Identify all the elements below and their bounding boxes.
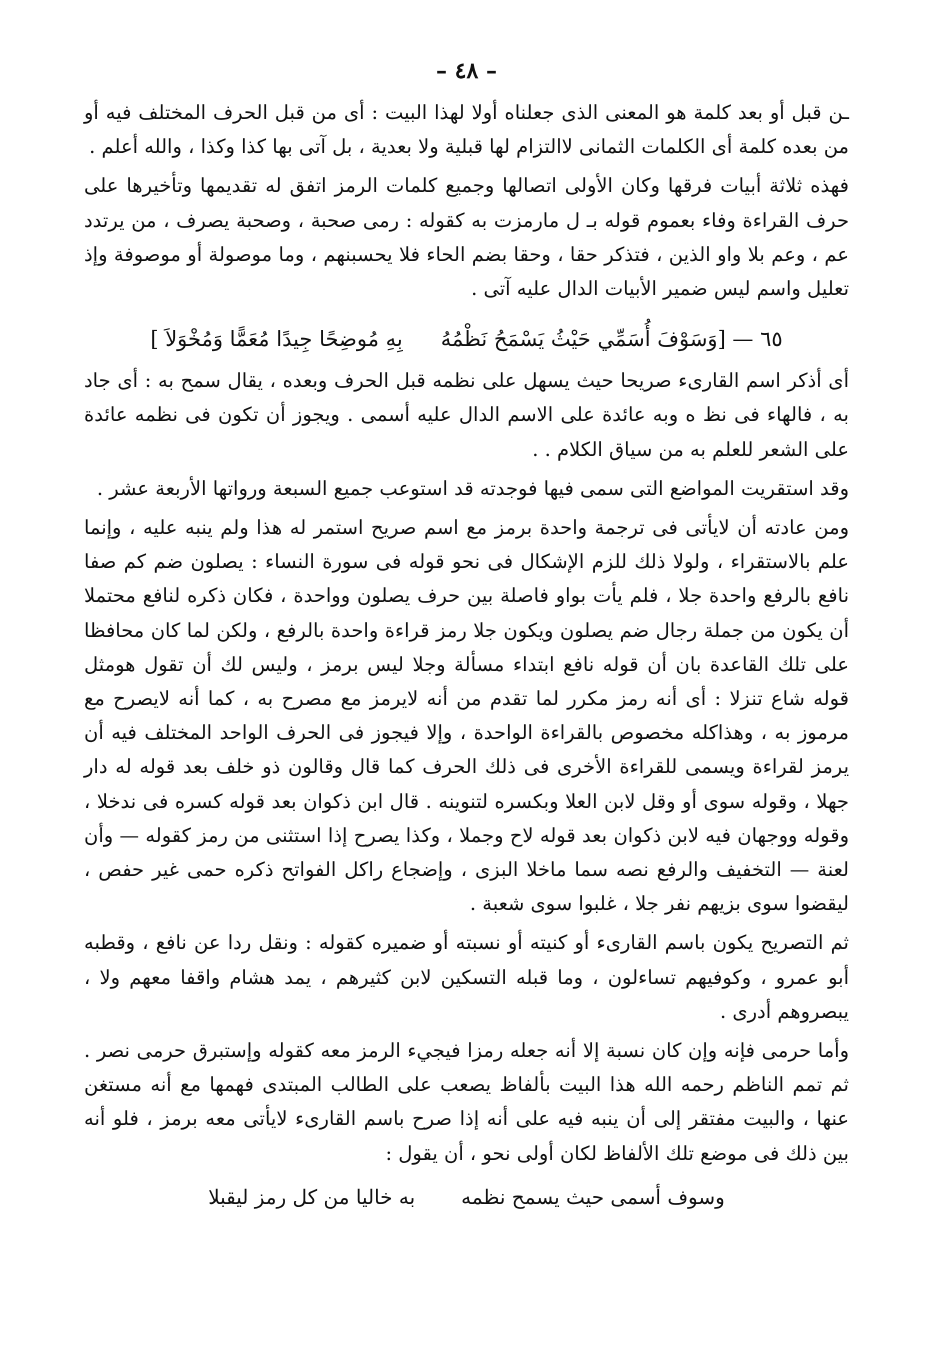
verse-first-half: ٦٥ — [وَسَوْفَ أُسَمِّي حَيْثُ يَسْمَحُ نَظْمُهُ [440, 327, 783, 352]
final-verse [84, 1177, 849, 1217]
verse-65 [84, 316, 849, 362]
paragraph: وقد استقريت المواضع التى سمى فيها فوجدته قد استوعب جميع السبعة ورواتها الأربعة عشر . [96, 476, 849, 500]
verse-second-half: به خاليا من كل رمز ليقبلا [208, 1184, 416, 1209]
verse-second-half: بِهِ مُوضِحًا جِيدًا مُعَمًّا وَمُخْوَلاَ ] [150, 327, 403, 352]
page-number: – ٤٨ – [436, 58, 497, 84]
paragraph: وأما حرمى فإنه وإن كان نسبة إلا أنه جعله رمزا فيجيء الرمز معه كقوله وإستبرق حرمى نصر . ثم تمم الناظم رحمه الله هذا البيت بألفاظ يصعب على الطالب المبتدى فهمها مع أنه مستغن عنها ، والبيت مفتقر إلى أن ينبه فيه على أنه إذا صرح باسم القارىء لايأتى معه برمز ، فلو أنه بين ذلك فى موضع تلك الألفاظ لكان أولى نحو ، أن يقول : [84, 1039, 849, 1165]
page-content [84, 96, 849, 1217]
paragraph: أى أذكر اسم القارىء صريحا حيث يسهل على نظمه قبل الحرف وبعده ، يقال سمح به : أى جاد به ، فالهاء فى نظ ه وبه عائدة على الاسم الدال عليه أسمى . ويجوز أن تكون فى نظمه عائدة على الشعر للعلم به من سياق الكلام . . [84, 369, 849, 461]
paragraph: فهذه ثلاثة أبيات فرقها وكان الأولى اتصالها وجميع كلمات الرمز اتفق له تقديمها وتأخيرها على حرف القراءة وفاء بعموم قوله بـ ل مارمزت به كقوله : رمى صحبة ، وصحبة يصرف ، من يرتدد عم ، وعم بلا واو الذين ، فتذكر حقا ، وحقا بضم الحاء فلا يحسبنهم ، وما موصولة أو موصوفة وإذ تعليل واسم ليس ضمير الأبيات الدال عليه آتى . [84, 174, 849, 301]
paragraph: ـن قبل أو بعد كلمة هو المعنى الذى جعلناه أولا لهذا البيت : أى من قبل الحرف المختلف فيه أو من بعده كلمة أى الكلمات الثمانى لاالتزام لها قبلية ولا بعدية ، بل آتى بها كذا وكذا ، والله أعلم . [84, 101, 849, 159]
verse-first-half: وسوف أسمى حيث يسمح نظمه [461, 1184, 725, 1209]
paragraph: ومن عادته أن لايأتى فى ترجمة واحدة برمز مع اسم صريح استمر له هذا ولم ينبه عليه ، وإنما علم بالاستقراء ، ولولا ذلك للزم الإشكال فى نحو قوله فى سورة النساء : يصلون ضم كم صفا نافع بالرفع واحدة جلا ، فلم يأت بواو فاصلة بين حرف يصلون وواحدة ، فكان ذكره لنافع محتملا أن يكون من جملة رجال ضم يصلون ويكون جلا رمز قراءة واحدة بالرفع ، ولكن لما كان محافظا على تلك القاعدة بان أن قوله نافع ابتداء مسألة وجلا ليس برمز ، وليس لك أن تقول هومثل قوله شاع تنزلا : أى أنه رمز مكرر لما تقدم من أنه لايرمز مع مصرح به ، كما أنه لايصرح مع مرموز به ، وهذاكله مخصوص بالقراءة الواحدة ، وإلا فيجوز فى الحرف الواحد المختلف فيه أن يرمز لقراءة ويسمى للقراءة الأخرى فى ذلك الحرف كما قال وقالون ذو خلف بعد قوله له دار جهلا ، وقوله سوى أو وقل لابن العلا وبكسره لتنوينه . قال ابن ذكوان بعد قوله كسره فى ندخلا ، وقوله ووجهان فيه لابن ذكوان بعد قوله لاح وجملا ، وكذا يصرح إذا استثنى من رمز كقوله — وأن لعنة — التخفيف والرفع نصه سما ماخلا البزى ، وإضجاع راكل الفواتح ذكره حمى غير حفص ، ليقضوا سوى بزيهم نفر جلا ، غلبوا سوى شعبة . [84, 516, 849, 916]
paragraph: ثم التصريح يكون باسم القارىء أو كنيته أو نسبته أو ضميره كقوله : ونقل ردا عن نافع ، وقطبه أبو عمرو ، وكوفيهم تساءلون ، وما قبله التسكين لابن كثيرهم ، يمد هشام واقفا معهم ولا ، يبصروهم أدرى . [84, 931, 849, 1023]
